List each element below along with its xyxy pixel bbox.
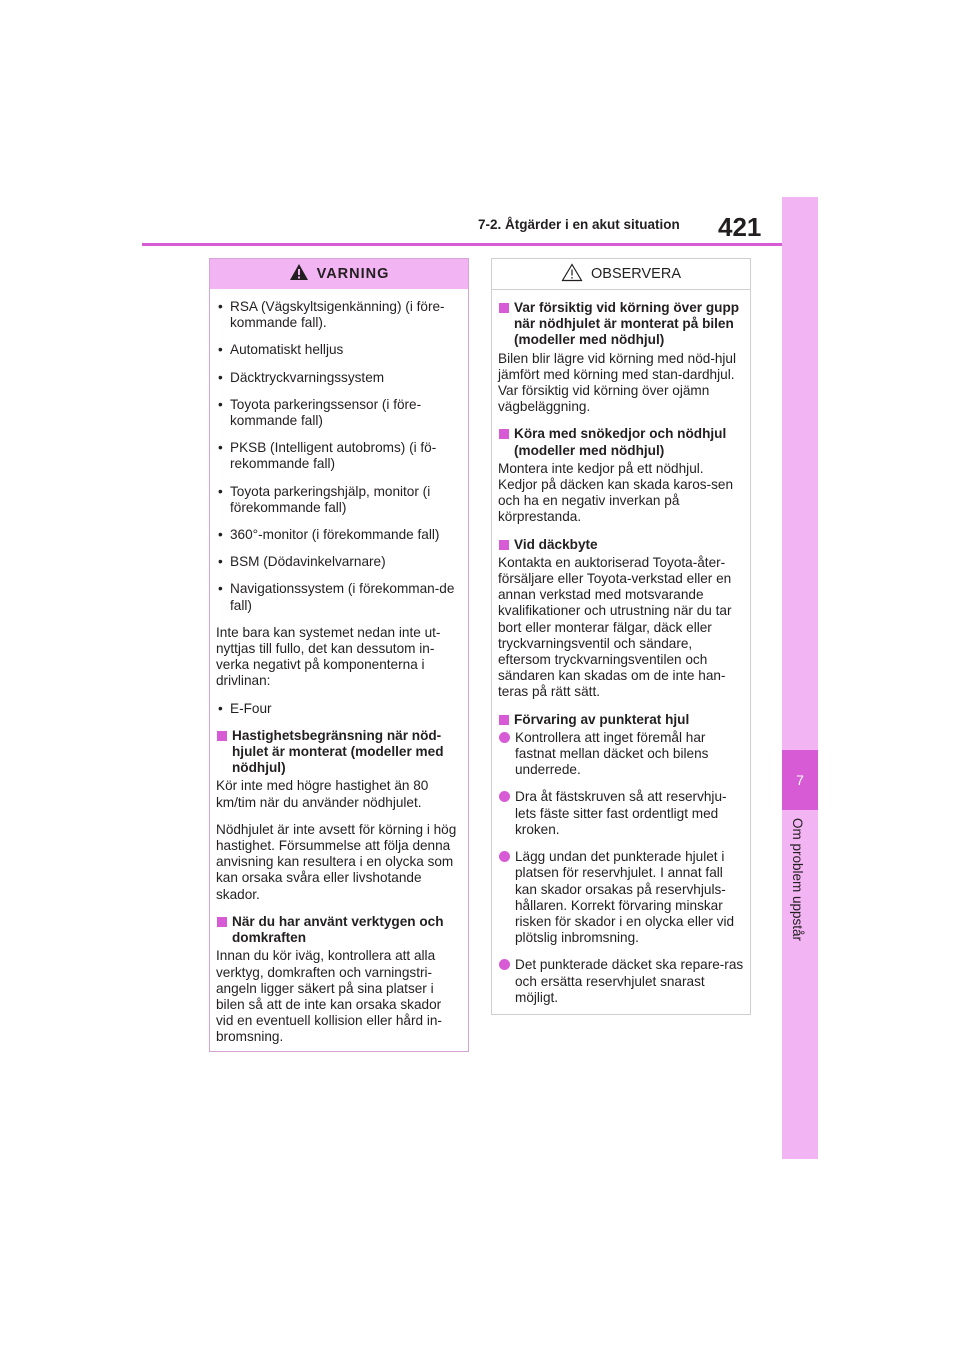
list-item: • PKSB (Intelligent autobroms) (i fö-rekommande fall) bbox=[216, 440, 462, 472]
warning-title: VARNING bbox=[316, 266, 390, 282]
list-item: • BSM (Dödavinkelvarnare) bbox=[216, 554, 462, 570]
paragraph: Nödhjulet är inte avsett för körning i hög hastighet. Försummelse att följa denna anvisning kan resultera i en olycka som kan orsaka svåra eller livshotande skador. bbox=[216, 821, 457, 902]
square-bullet-icon bbox=[217, 917, 227, 927]
heading-text: När du har använt verktygen och domkraften bbox=[232, 913, 444, 946]
heading-text: Förvaring av punkterat hjul bbox=[514, 711, 690, 727]
list-item: • Däcktryckvarningssystem bbox=[216, 370, 462, 386]
paragraph: Kör inte med högre hastighet än 80 km/tim när du använder nödhjulet. bbox=[216, 778, 429, 810]
section-heading bbox=[498, 426, 744, 458]
list-item bbox=[498, 789, 744, 838]
square-bullet-icon bbox=[499, 715, 509, 725]
warning-triangle-icon bbox=[289, 263, 309, 285]
notice-title: OBSERVERA bbox=[591, 266, 681, 282]
heading-text: Vid däckbyte bbox=[514, 536, 598, 552]
list-item: • Navigationssystem (i förekomman-de fall) bbox=[216, 581, 462, 613]
square-bullet-icon bbox=[499, 540, 509, 550]
paragraph: Bilen blir lägre vid körning med nöd-hjul jämfört med körning med stan-dardhjul. Var försiktig vid körning över ojämn vägbeläggning. bbox=[498, 350, 737, 415]
paragraph: Kontakta en auktoriserad Toyota-åter-försäljare eller Toyota-verkstad eller en annan verkstad med motsvarande kvalifikationer och utrustning när du tar bort eller monterar fälgar, däck eller tryckvarningsventil och sändare, eftersom tryckvarningsventilen och sändaren kan skadas om de inte han-teras på rätt sätt. bbox=[498, 554, 732, 700]
list-item-text: Lägg undan det punkterade hjulet i platsen för reservhjulet. I annat fall kan skador orsakas på reservhjuls-hållaren. Korrekt förvaring minskar risken för skador i en olycka eller vid plötslig inbromsning. bbox=[515, 849, 735, 946]
paragraph: Montera inte kedjor på ett nödhjul. Kedjor på däcken kan skada karos-sen och ha en negativ inverkan på körprestanda. bbox=[498, 460, 734, 525]
header-divider bbox=[142, 243, 782, 246]
list-item: • 360°-monitor (i förekommande fall) bbox=[216, 527, 462, 543]
square-bullet-icon bbox=[499, 303, 509, 313]
notice-body bbox=[492, 290, 750, 1006]
warning-header bbox=[210, 259, 468, 289]
section-heading bbox=[216, 728, 462, 777]
notice-box bbox=[491, 258, 751, 1015]
circle-bullet-icon bbox=[499, 851, 510, 862]
circle-bullet-icon bbox=[499, 959, 510, 970]
list-item-text: Det punkterade däcket ska repare-ras och ersätta reservhjulet snarast möjligt. bbox=[515, 957, 744, 1005]
list-item: • Toyota parkeringssensor (i före-kommande fall) bbox=[216, 397, 462, 429]
section-heading bbox=[498, 300, 744, 349]
paragraph: Innan du kör iväg, kontrollera att alla verktyg, domkraften och varningstri-angeln ligger säkert på sina platser i bilen så att de inte kan orsaka skador vid en eventuell kollision eller hård in-bromsning. bbox=[216, 948, 442, 1045]
section-heading bbox=[498, 712, 744, 728]
list-item-text: Kontrollera att inget föremål har fastnat mellan däcket och bilens underrede. bbox=[515, 729, 709, 778]
page-number: 421 bbox=[718, 212, 762, 242]
header-section-title: 7-2. Åtgärder i en akut situation bbox=[478, 217, 680, 232]
list-item bbox=[498, 849, 744, 946]
square-bullet-icon bbox=[499, 429, 509, 439]
list-item bbox=[498, 957, 744, 1006]
chapter-title-vertical: Om problem uppstår bbox=[790, 818, 805, 942]
warning-box bbox=[209, 258, 469, 1052]
circle-bullet-icon bbox=[499, 732, 510, 743]
square-bullet-icon bbox=[217, 731, 227, 741]
paragraph: Inte bara kan systemet nedan inte ut-nyttjas till fullo, det kan dessutom in-verka negativt på komponenterna i drivlinan: bbox=[216, 624, 441, 689]
section-heading bbox=[498, 537, 744, 553]
notice-header bbox=[492, 259, 750, 290]
list-item: • RSA (Vägskyltsigenkänning) (i före-kommande fall). bbox=[216, 299, 462, 331]
heading-text: Var försiktig vid körning över gupp när nödhjulet är monterat på bilen (modeller med nödhjul) bbox=[514, 300, 740, 348]
chapter-number-tab: 7 bbox=[782, 750, 818, 810]
heading-text: Köra med snökedjor och nödhjul (modeller med nödhjul) bbox=[514, 426, 727, 458]
list-item-text: Dra åt fästskruven så att reservhju-lets fäste sitter fast ordentligt med kroken. bbox=[515, 789, 727, 837]
chapter-side-tab bbox=[782, 197, 818, 1159]
heading-text: Hastighetsbegränsning när nöd-hjulet är monterat (modeller med nödhjul) bbox=[232, 727, 444, 776]
list-item bbox=[498, 730, 744, 779]
caution-triangle-icon bbox=[561, 263, 583, 286]
list-item: • E-Four bbox=[216, 701, 462, 717]
section-heading bbox=[216, 914, 462, 946]
list-item: • Automatiskt helljus bbox=[216, 342, 462, 358]
warning-body bbox=[210, 289, 468, 1046]
list-item: • Toyota parkeringshjälp, monitor (i förekommande fall) bbox=[216, 484, 462, 516]
circle-bullet-icon bbox=[499, 791, 510, 802]
